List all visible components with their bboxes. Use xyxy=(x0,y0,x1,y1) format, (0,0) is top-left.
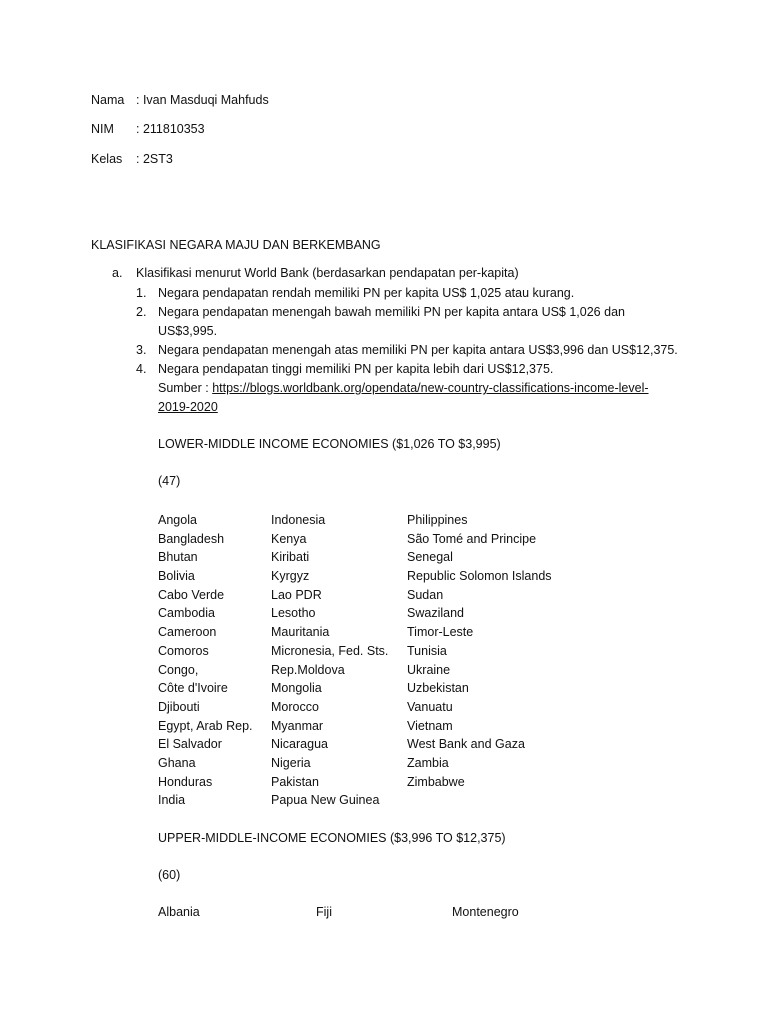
country-name: Egypt, Arab Rep. xyxy=(158,718,253,733)
country-name: Swaziland xyxy=(407,606,464,621)
country-name: Cabo Verde xyxy=(158,587,225,602)
country-name: Micronesia, Fed. Sts. xyxy=(271,643,389,658)
country-name: Lao PDR xyxy=(271,587,322,602)
section-a-marker: a. xyxy=(112,266,123,280)
list-item-text: Negara pendapatan menengah bawah memiliki PN per kapita antara US$ 1,026 dan xyxy=(158,305,625,319)
country-name: Nigeria xyxy=(271,755,311,770)
lower-middle-col-3 xyxy=(407,511,552,791)
kelas-label: Kelas xyxy=(91,152,123,166)
country-name: Sudan xyxy=(407,587,444,602)
country-name: Côte d'Ivoire xyxy=(158,681,228,696)
country-name: Zimbabwe xyxy=(407,774,465,789)
list-item-text: Negara pendapatan menengah atas memiliki PN per kapita antara US$3,996 dan US$12,375. xyxy=(158,343,678,357)
lower-middle-count: (47) xyxy=(158,474,181,488)
country-name: Ukraine xyxy=(407,662,451,677)
country-name: Vanuatu xyxy=(407,699,453,714)
country-name: Philippines xyxy=(407,513,468,527)
country-name: Honduras xyxy=(158,774,213,789)
country-name: Lesotho xyxy=(271,606,316,621)
document-title: KLASIFIKASI NEGARA MAJU DAN BERKEMBANG xyxy=(91,238,381,252)
country-name: Zambia xyxy=(407,755,449,770)
upper-middle-count: (60) xyxy=(158,868,181,882)
country-name: El Salvador xyxy=(158,737,222,752)
country-name: Comoros xyxy=(158,643,209,658)
country-name: Kyrgyz xyxy=(271,569,310,584)
source-link-tail[interactable]: 2019-2020 xyxy=(158,400,218,414)
nama-label: Nama xyxy=(91,93,125,107)
list-item-number: 1. xyxy=(136,286,147,300)
country-name: Senegal xyxy=(407,550,453,565)
list-item-text-continued: US$3,995. xyxy=(158,324,218,338)
country-name: Albania xyxy=(158,905,200,919)
country-name: Cameroon xyxy=(158,625,217,640)
country-name: Fiji xyxy=(316,905,332,919)
source-line xyxy=(158,381,649,395)
country-name: Montenegro xyxy=(452,905,519,919)
country-name: Ghana xyxy=(158,755,196,770)
country-name: Tunisia xyxy=(407,643,447,658)
source-link-continued[interactable] xyxy=(158,400,218,414)
country-name: Kenya xyxy=(271,531,307,546)
country-name: Djibouti xyxy=(158,699,200,714)
country-name: Angola xyxy=(158,513,197,527)
country-name: Nicaragua xyxy=(271,737,328,752)
list-item-number: 3. xyxy=(136,343,147,357)
lower-middle-heading: LOWER-MIDDLE INCOME ECONOMIES ($1,026 TO $3,995) xyxy=(158,437,501,451)
country-name: Cambodia xyxy=(158,606,215,621)
list-item-text: Negara pendapatan tinggi memiliki PN per kapita lebih dari US$12,375. xyxy=(158,362,554,376)
country-name: Myanmar xyxy=(271,718,324,733)
country-name: Republic Solomon Islands xyxy=(407,569,552,584)
nama-value: : Ivan Masduqi Mahfuds xyxy=(136,93,269,107)
country-name: Pakistan xyxy=(271,774,319,789)
nim-value: : 211810353 xyxy=(136,122,205,136)
country-name: Rep.Moldova xyxy=(271,662,345,677)
country-name: Mauritania xyxy=(271,625,330,640)
country-name: Bangladesh xyxy=(158,531,225,546)
country-name: Bhutan xyxy=(158,550,198,565)
country-name: India xyxy=(158,793,186,808)
country-name: West Bank and Gaza xyxy=(407,737,525,752)
country-name: Morocco xyxy=(271,699,319,714)
country-name: Bolivia xyxy=(158,569,195,584)
list-item-number: 4. xyxy=(136,362,147,376)
country-name: Vietnam xyxy=(407,718,453,733)
lower-middle-col-2 xyxy=(271,511,388,810)
lower-middle-col-1 xyxy=(158,511,253,810)
country-name: Kiribati xyxy=(271,550,310,565)
country-name: Congo, xyxy=(158,662,199,677)
list-item-text: Negara pendapatan rendah memiliki PN per kapita US$ 1,025 atau kurang. xyxy=(158,286,575,300)
upper-middle-heading: UPPER-MIDDLE-INCOME ECONOMIES ($3,996 TO $12,375) xyxy=(158,831,506,845)
country-name: Uzbekistan xyxy=(407,681,469,696)
country-name: Mongolia xyxy=(271,681,322,696)
source-label: Sumber : xyxy=(158,381,213,395)
kelas-value: : 2ST3 xyxy=(136,152,173,166)
nim-label: NIM xyxy=(91,122,114,136)
country-name: Indonesia xyxy=(271,513,326,527)
country-name: São Tomé and Principe xyxy=(407,531,537,546)
source-link[interactable]: https://blogs.worldbank.org/opendata/new-country-classifications-income-level- xyxy=(212,381,649,395)
country-name: Timor-Leste xyxy=(407,625,474,640)
list-item-number: 2. xyxy=(136,305,147,319)
section-a-text: Klasifikasi menurut World Bank (berdasarkan pendapatan per-kapita) xyxy=(136,266,519,280)
country-name: Papua New Guinea xyxy=(271,793,380,808)
